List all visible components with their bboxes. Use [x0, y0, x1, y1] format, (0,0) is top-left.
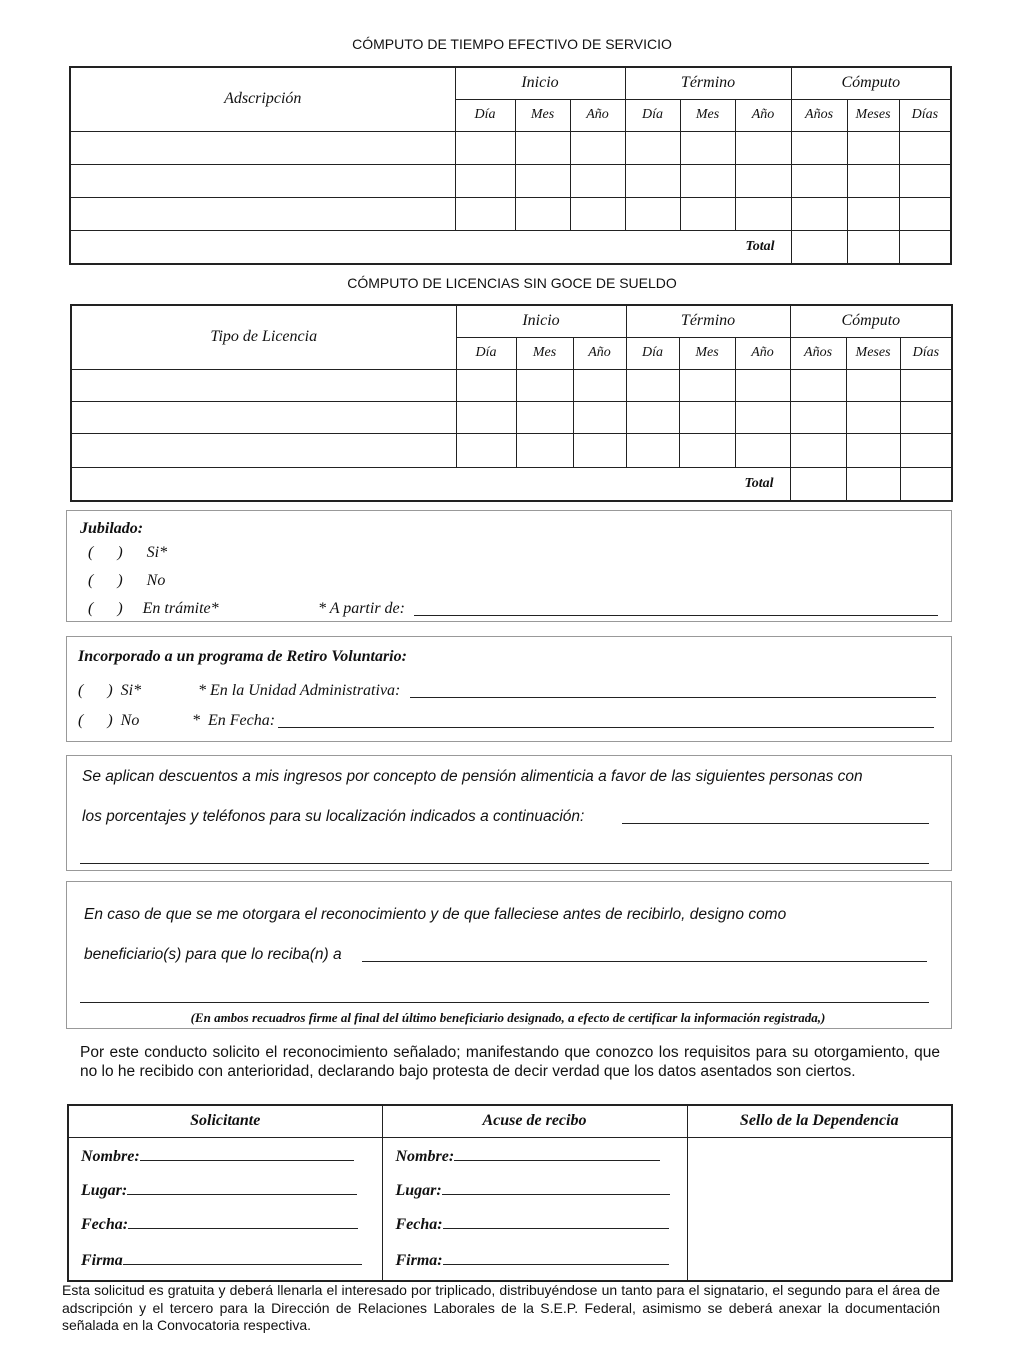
solicitante-nombre-field[interactable] [140, 1146, 354, 1161]
cell[interactable] [735, 401, 790, 433]
acuse-nombre-field[interactable] [454, 1146, 660, 1161]
nombre-label: Nombre: [395, 1147, 455, 1165]
sub-anos: Años [790, 337, 846, 369]
cell[interactable] [900, 369, 952, 401]
cell[interactable] [680, 197, 735, 230]
total-row [70, 230, 951, 264]
table-row [71, 401, 952, 433]
table-row [70, 197, 951, 230]
cell[interactable] [846, 369, 900, 401]
cell[interactable] [70, 197, 455, 230]
cell[interactable] [456, 401, 516, 433]
acuse-cell [382, 1137, 687, 1281]
service-title: CÓMPUTO DE TIEMPO EFECTIVO DE SERVICIO [352, 36, 672, 52]
signatures-table [67, 1104, 953, 1282]
acuse-firma-field[interactable] [443, 1250, 669, 1265]
jubilado-from-label: * A partir de: [318, 600, 405, 617]
pension-text-line1: Se aplican descuentos a mis ingresos por concepto de pensión alimenticia a favor de las siguientes personas con [82, 768, 863, 785]
sub-mes: Mes [680, 99, 735, 131]
jubilado-si-option[interactable]: ( ) Si* [88, 544, 168, 561]
pension-field-1[interactable] [622, 806, 929, 824]
cell[interactable] [679, 369, 735, 401]
cell[interactable] [570, 164, 625, 197]
cell[interactable] [515, 164, 570, 197]
cell[interactable] [900, 433, 952, 467]
sub-dia: Día [625, 99, 680, 131]
cell[interactable] [70, 131, 455, 164]
retiro-fecha-label: * En Fecha: [192, 712, 276, 729]
pension-field-2[interactable] [80, 846, 929, 864]
sub-ano: Año [573, 337, 626, 369]
sub-ano: Año [735, 99, 791, 131]
licenses-title: CÓMPUTO DE LICENCIAS SIN GOCE DE SUELDO [347, 275, 677, 291]
acuse-fecha-field[interactable] [443, 1214, 669, 1229]
jubilado-label: Jubilado: [80, 520, 144, 537]
firma-label: Firma [81, 1251, 123, 1269]
cell[interactable] [573, 433, 626, 467]
col-sello: Sello de la Dependencia [687, 1105, 952, 1137]
beneficiario-note: (En ambos recuadros firme al final del último beneficiario designado, a efecto de certificar la información registrada,) [190, 1010, 826, 1025]
cell[interactable] [735, 369, 790, 401]
cell[interactable] [791, 164, 847, 197]
cell[interactable] [680, 131, 735, 164]
group-inicio: Inicio [456, 305, 626, 337]
beneficiario-field-2[interactable] [80, 985, 929, 1003]
cell[interactable] [626, 433, 679, 467]
cell[interactable] [899, 131, 951, 164]
sub-meses: Meses [847, 99, 899, 131]
retiro-unidad-field[interactable] [410, 680, 936, 698]
cell[interactable] [455, 131, 515, 164]
sub-mes: Mes [679, 337, 735, 369]
cell[interactable] [455, 197, 515, 230]
total-anos-cell[interactable] [791, 230, 847, 264]
lugar-label: Lugar: [81, 1181, 128, 1199]
cell[interactable] [626, 401, 679, 433]
sub-ano: Año [570, 99, 625, 131]
cell[interactable] [515, 131, 570, 164]
group-inicio: Inicio [455, 67, 625, 99]
total-meses-cell[interactable] [847, 230, 899, 264]
sub-dia: Día [455, 99, 515, 131]
cell[interactable] [791, 197, 847, 230]
col-acuse: Acuse de recibo [382, 1105, 687, 1137]
cell[interactable] [456, 369, 516, 401]
cell[interactable] [71, 433, 456, 467]
retiro-label: Incorporado a un programa de Retiro Voluntario: [78, 648, 407, 665]
sub-dias: Días [899, 99, 951, 131]
cell[interactable] [791, 131, 847, 164]
retiro-no-option[interactable]: ( ) No [78, 712, 140, 729]
col-tipo-licencia: Tipo de Licencia [71, 305, 456, 369]
beneficiario-field-1[interactable] [362, 944, 927, 962]
sub-dia: Día [456, 337, 516, 369]
fecha-label: Fecha: [81, 1215, 129, 1233]
total-dias-cell[interactable] [900, 467, 952, 501]
firma-label: Firma: [395, 1251, 443, 1269]
sello-cell[interactable] [687, 1137, 952, 1281]
nombre-label: Nombre: [81, 1147, 140, 1165]
cell[interactable] [679, 401, 735, 433]
total-label: Total [70, 230, 791, 264]
beneficiario-text-line2: beneficiario(s) para que lo reciba(n) a [84, 946, 342, 963]
solicitante-lugar-field[interactable] [127, 1180, 357, 1195]
lugar-label: Lugar: [395, 1181, 442, 1199]
cell[interactable] [516, 369, 573, 401]
sub-meses: Meses [846, 337, 900, 369]
cell[interactable] [735, 164, 791, 197]
cell[interactable] [515, 197, 570, 230]
cell[interactable] [735, 433, 790, 467]
total-dias-cell[interactable] [899, 230, 951, 264]
cell[interactable] [625, 131, 680, 164]
cell[interactable] [790, 433, 846, 467]
total-meses-cell[interactable] [846, 467, 900, 501]
cell[interactable] [573, 369, 626, 401]
retiro-unidad-label: * En la Unidad Administrativa: [198, 682, 401, 699]
cell[interactable] [455, 164, 515, 197]
cell[interactable] [626, 369, 679, 401]
sub-mes: Mes [515, 99, 570, 131]
declaration-text: Por este conducto solicito el reconocimiento señalado; manifestando que conozco los requisitos para su otorgamiento, que no lo he recibido con anterioridad, declarando bajo protesta de decir verdad que los datos asentados son ciertos. [80, 1044, 940, 1080]
cell[interactable] [899, 197, 951, 230]
cell[interactable] [846, 401, 900, 433]
sub-mes: Mes [516, 337, 573, 369]
col-solicitante: Solicitante [68, 1105, 382, 1137]
cell[interactable] [847, 197, 899, 230]
sub-dia: Día [626, 337, 679, 369]
cell[interactable] [625, 197, 680, 230]
pension-text-line2: los porcentajes y teléfonos para su localización indicados a continuación: [82, 808, 585, 825]
solicitante-cell [68, 1137, 382, 1281]
total-label: Total [71, 467, 790, 501]
cell[interactable] [679, 433, 735, 467]
cell[interactable] [790, 401, 846, 433]
cell[interactable] [790, 369, 846, 401]
jubilado-tramite-option[interactable]: ( ) En trámite* [88, 600, 219, 617]
cell[interactable] [900, 401, 952, 433]
table-row [70, 164, 951, 197]
table-row [70, 131, 951, 164]
total-anos-cell[interactable] [790, 467, 846, 501]
solicitante-firma-field[interactable] [123, 1250, 362, 1265]
cell[interactable] [570, 197, 625, 230]
group-termino: Término [626, 305, 790, 337]
footer-text: Esta solicitud es gratuita y deberá llenarla el interesado por triplicado, distribuyéndose un tanto para el signatario, el segundo para el área de adscripción y el tercero para la Dirección de Relaciones Laborales de la S.E.P. Federal, asimismo se deberá anexar la documentación señalada en la Convocatoria respectiva. [62, 1282, 940, 1333]
licenses-table [70, 304, 953, 502]
cell[interactable] [516, 401, 573, 433]
sub-dias: Días [900, 337, 952, 369]
cell[interactable] [735, 131, 791, 164]
table-row [71, 369, 952, 401]
retiro-si-option[interactable]: ( ) Si* [78, 682, 142, 699]
jubilado-from-field[interactable] [414, 598, 938, 616]
acuse-lugar-field[interactable] [442, 1180, 670, 1195]
jubilado-no-option[interactable]: ( ) No [88, 572, 166, 589]
cell[interactable] [899, 164, 951, 197]
solicitante-fecha-field[interactable] [128, 1214, 358, 1229]
cell[interactable] [735, 197, 791, 230]
cell[interactable] [847, 131, 899, 164]
cell[interactable] [516, 433, 573, 467]
cell[interactable] [570, 131, 625, 164]
cell[interactable] [70, 164, 455, 197]
sub-ano: Año [735, 337, 790, 369]
cell[interactable] [625, 164, 680, 197]
cell[interactable] [71, 369, 456, 401]
cell[interactable] [680, 164, 735, 197]
cell[interactable] [71, 401, 456, 433]
group-termino: Término [625, 67, 791, 99]
cell[interactable] [846, 433, 900, 467]
group-computo: Cómputo [790, 305, 952, 337]
table-row [71, 433, 952, 467]
cell[interactable] [456, 433, 516, 467]
beneficiario-text-line1: En caso de que se me otorgara el reconocimiento y de que falleciese antes de recibirlo, designo como [84, 906, 787, 923]
sub-anos: Años [791, 99, 847, 131]
total-row [71, 467, 952, 501]
retiro-fecha-field[interactable] [278, 710, 934, 728]
service-table [69, 66, 952, 265]
col-adscripcion: Adscripción [70, 67, 455, 131]
cell[interactable] [573, 401, 626, 433]
cell[interactable] [847, 164, 899, 197]
group-computo: Cómputo [791, 67, 951, 99]
fecha-label: Fecha: [395, 1215, 443, 1233]
